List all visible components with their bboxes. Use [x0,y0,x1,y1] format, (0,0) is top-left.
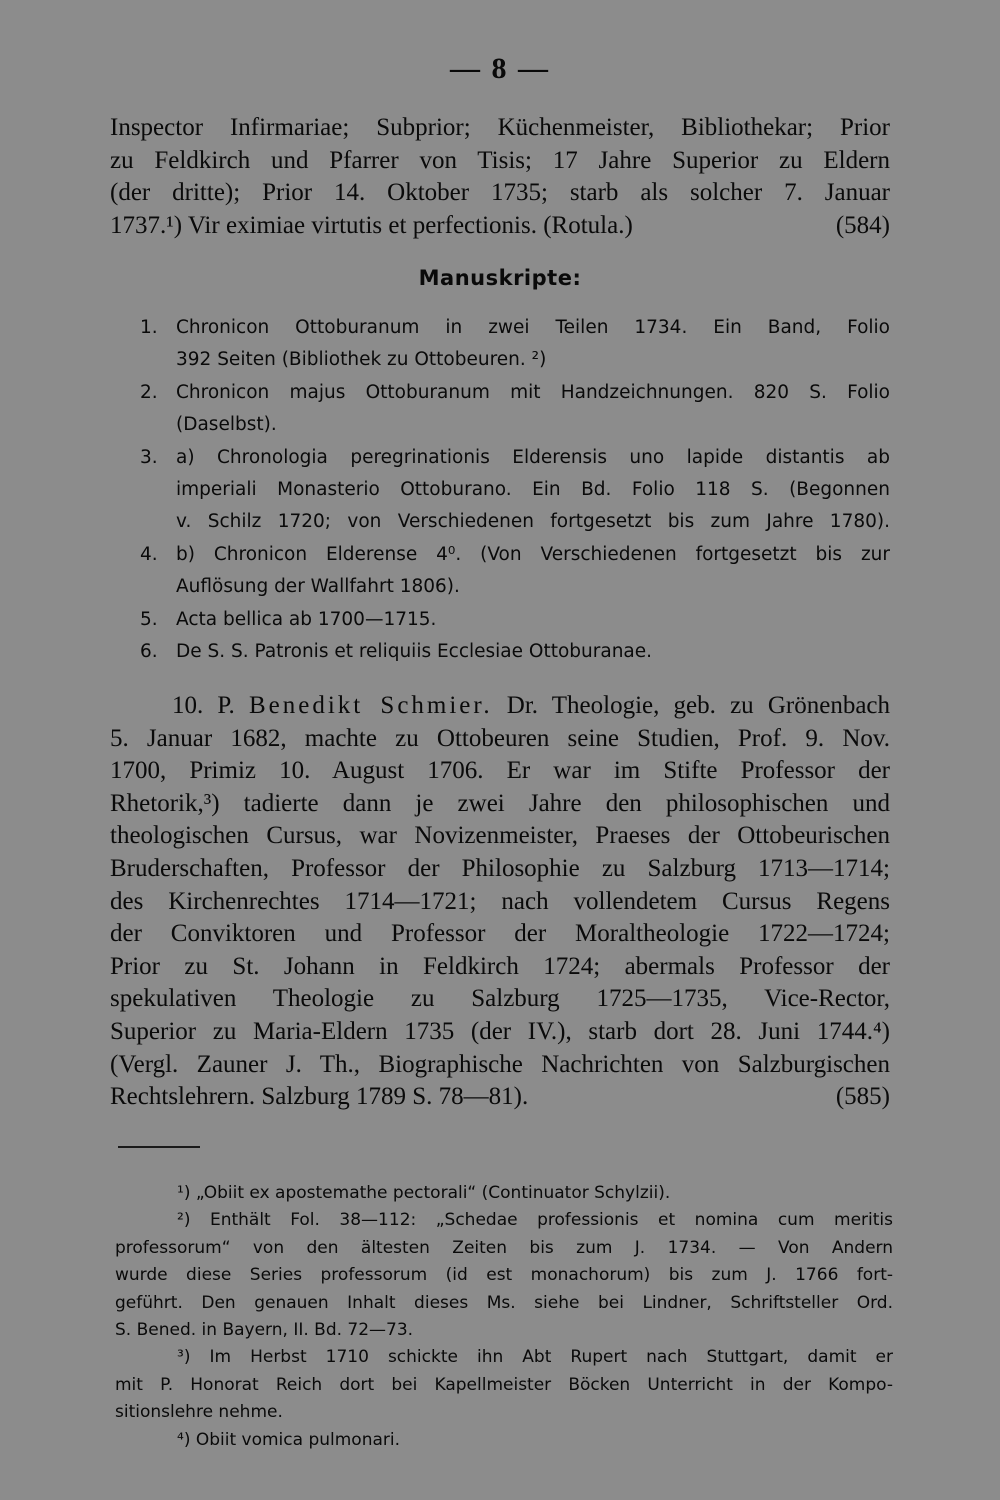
text-line [110,690,890,723]
text-line: Chronicon Ottoburanum in zwei Teilen 1734. Ein Band, Folio [176,317,890,338]
text-line: sitionslehre nehme. [115,1402,283,1423]
list-item [110,636,890,668]
text-line: Rechtslehrern. Salzburg 1789 S. 78—81). [110,1083,529,1111]
text-line: De S. S. Patronis et reliquiis Ecclesiae Ottoburanae. [176,641,653,663]
text-line: spekulativen Theologie zu Salzburg 1725—1735, Vice-Rector, [110,985,890,1013]
text-line: a) Chronologia peregrinationis Elderensis uno lapide distantis ab [176,446,890,468]
text-line: Prior zu St. Johann in Feldkirch 1724; abermals Professor der [110,952,890,980]
text-line: theologischen Cursus, war Novizenmeister, Praeses der Ottobeurischen [110,822,890,850]
list-item-number: 1. [140,317,158,338]
text-line: professorum“ von den ältesten Zeiten bis zum J. 1734. — Von Andern [115,1237,893,1258]
entry-number: (584) [835,211,890,239]
entry-paragraph-585 [110,690,890,1114]
list-item-number: 2. [140,381,158,403]
section-heading-manuskripte: Manuskripte: [418,266,582,290]
entry-number: (585) [835,1083,890,1111]
text-line: (Vergl. Zauner J. Th., Biographische Nachrichten von Salzburgischen [110,1050,890,1078]
text-line: Auflösung der Wallfahrt 1806). [176,576,460,598]
text-line: der Conviktoren und Professor der Moraltheologie 1722—1724; [110,920,890,948]
footnote-separator [118,1146,200,1148]
person-name: Benedikt Schmier. [248,692,493,719]
list-item-number: 6. [140,641,158,663]
text-line: b) Chronicon Elderense 4⁰. (Von Verschiedenen fortgesetzt bis zur [176,543,890,565]
text-line-with-number [110,210,890,243]
text-line: mit P. Honorat Reich dort bei Kapellmeister Böcken Unterricht in der Kompo- [115,1374,893,1395]
text-line: zu Feldkirch und Pfarrer von Tisis; 17 Jahre Superior zu Eldern [110,146,890,174]
manuscript-list [110,312,890,668]
text-line: wurde diese Series professorum (id est monachorum) bis zum J. 1766 fort- [115,1265,893,1286]
text-line: 1700, Primiz 10. August 1706. Er war im Stifte Professor der [110,757,890,785]
list-item [110,377,890,442]
list-item [110,539,890,604]
text-line: (Daselbst). [176,414,277,436]
list-item-number: 3. [140,446,158,468]
text-line: Inspector Infirmariae; Subprior; Küchenmeister, Bibliothekar; Prior [110,114,890,141]
footnote-4 [115,1427,893,1454]
text-line: Superior zu Maria-Eldern 1735 (der IV.), starb dort 28. Juni 1744.⁴) [110,1017,890,1045]
text-line: 5. Januar 1682, machte zu Ottobeuren seine Studien, Prof. 9. Nov. [110,724,890,752]
text-line: Rhetorik,³) tadierte dann je zwei Jahre den philosophischen und [110,789,890,817]
text-line-with-number [110,1081,890,1114]
entry-prefix: 10. P. [172,692,249,719]
text-line: ¹) „Obiit ex apostemathe pectorali“ (Continuator Schylzii). [177,1183,671,1203]
text-fragment: Dr. Theologie, geb. zu Grönenbach [506,692,891,719]
footnote-2 [115,1207,893,1344]
text-line: imperiali Monasterio Ottoburano. Ein Bd. Folio 118 S. (Begonnen [176,479,890,501]
text-line: 392 Seiten (Bibliothek zu Ottobeuren. ²) [176,349,547,371]
text-line: v. Schilz 1720; von Verschiedenen fortgesetzt bis zum Jahre 1780). [176,511,890,533]
text-line: (der dritte); Prior 14. Oktober 1735; starb als solcher 7. Januar [110,179,890,207]
list-item-number: 5. [140,608,158,630]
text-line: ³) Im Herbst 1710 schickte ihn Abt Rupert nach Stuttgart, damit er [177,1347,893,1368]
text-line: ⁴) Obiit vomica pulmonari. [177,1429,401,1450]
text-line: S. Bened. in Bayern, II. Bd. 72—73. [115,1320,414,1341]
text-line: Chronicon majus Ottoburanum mit Handzeichnungen. 820 S. Folio [176,381,890,403]
footnote-3 [115,1344,893,1426]
list-item [110,442,890,539]
page-number: — 8 — [450,52,550,85]
footnotes [115,1180,893,1454]
list-item-number: 4. [140,543,158,565]
list-item [110,312,890,377]
footnote-1 [115,1180,893,1207]
text-line: 1737.¹) Vir eximiae virtutis et perfectionis. (Rotula.) [110,211,633,239]
text-line: des Kirchenrechtes 1714—1721; nach vollendetem Cursus Regens [110,887,890,915]
text-line: geführt. Den genauen Inhalt dieses Ms. siehe bei Lindner, Schriftsteller Ord. [115,1292,893,1313]
text-line: ²) Enthält Fol. 38—112: „Schedae professionis et nomina cum meritis [177,1210,893,1231]
text-line: Bruderschaften, Professor der Philosophie zu Salzburg 1713—1714; [110,854,890,882]
list-item [110,604,890,636]
text-line: Acta bellica ab 1700—1715. [176,608,437,630]
entry-paragraph-584 [110,112,890,242]
